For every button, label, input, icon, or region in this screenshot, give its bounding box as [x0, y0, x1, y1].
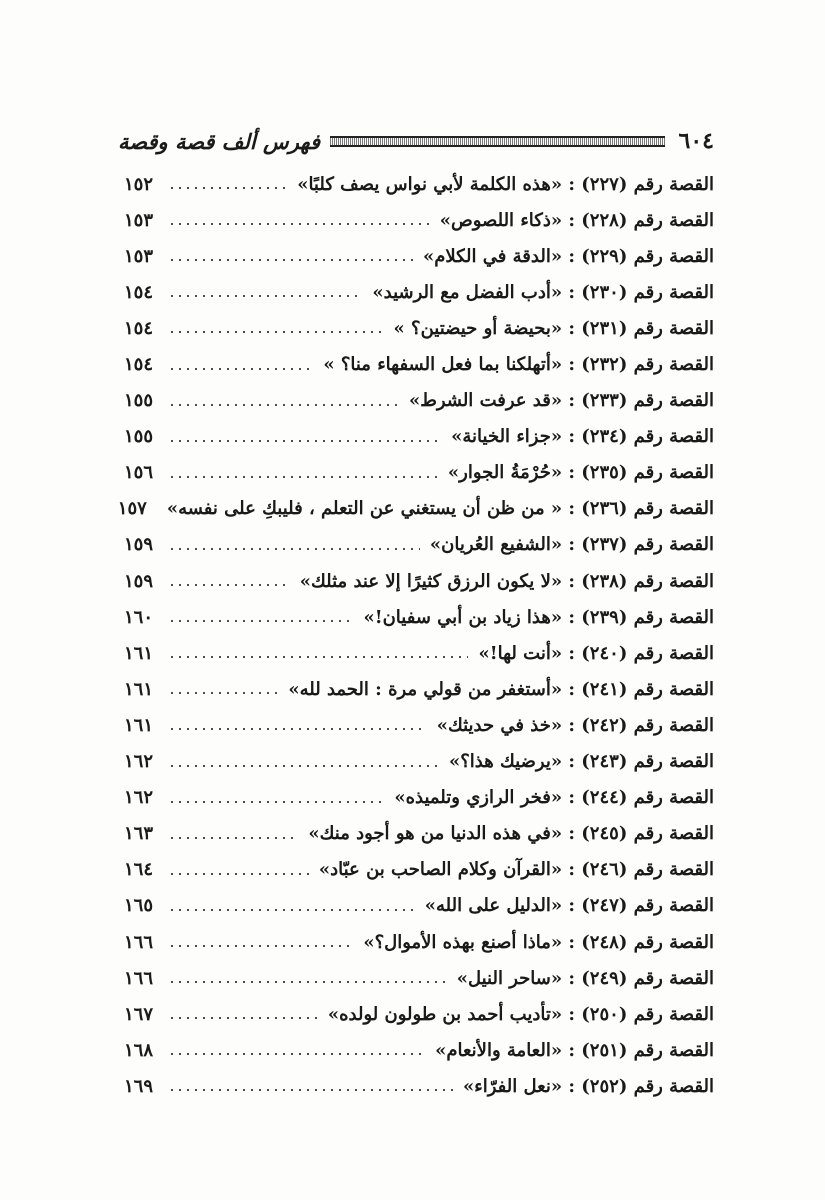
- entry-page-number: ١٦٤: [124, 859, 154, 881]
- dot-leader: [168, 331, 384, 333]
- entry-title: القصة رقم (٢٣٥) : «حُرْمَةُ الجوار»: [447, 462, 714, 484]
- entry-page-number: ١٦١: [124, 678, 154, 700]
- entry-title: القصة رقم (٢٣٢) : «أتهلكنا بما فعل السفهاء منا؟ »: [323, 354, 714, 376]
- entry-title: القصة رقم (٢٢٧) : «هذه الكلمة لأبي نواس يصف كلبًا»: [297, 173, 714, 195]
- entry-page-number: ١٦١: [124, 642, 154, 664]
- dot-leader: [168, 765, 439, 767]
- entry-page-number: ١٦١: [124, 714, 154, 736]
- toc-entry[interactable]: [124, 888, 714, 924]
- toc-entry[interactable]: [124, 924, 714, 960]
- dot-leader: [168, 1017, 318, 1019]
- entry-title: القصة رقم (٢٣٤) : «جزاء الخيانة»: [451, 426, 714, 448]
- entry-title: القصة رقم (٢٤١) : «أستغفر من قولي مرة : الحمد لله»: [288, 678, 714, 700]
- entry-title: القصة رقم (٢٤٠) : «أنت لها!»: [478, 642, 714, 664]
- toc-entry[interactable]: [117, 491, 714, 527]
- toc-entry[interactable]: [124, 346, 714, 382]
- toc-entry[interactable]: [124, 707, 714, 743]
- dot-leader: [168, 873, 309, 875]
- entry-title: القصة رقم (٢٣٨) : «لا يكون الرزق كثيرًا إلا عند مثلك»: [299, 570, 714, 592]
- running-title: فهرس ألف قصة وقصة: [118, 128, 321, 154]
- toc-entry[interactable]: [124, 1068, 714, 1104]
- dot-leader: [168, 584, 290, 586]
- entry-title: القصة رقم (٢٣٣) : «قد عرفت الشرط»: [408, 390, 714, 412]
- dot-leader: [168, 945, 353, 947]
- dot-leader: [168, 692, 278, 694]
- entry-title: القصة رقم (٢٢٩) : «الدقة في الكلام»: [422, 245, 714, 267]
- page-number: ٦٠٤: [678, 128, 714, 154]
- dot-leader: [168, 981, 447, 983]
- entry-title: القصة رقم (٢٣٦) : « من ظن أن يستغني عن التعلم ، فليبكِ على نفسه»: [166, 498, 714, 520]
- header-rule: [330, 136, 665, 147]
- dot-leader: [168, 728, 427, 730]
- entry-title: القصة رقم (٢٤٢) : «خذ في حديثك»: [436, 714, 714, 736]
- entry-page-number: ١٥٩: [124, 570, 154, 592]
- entry-title: القصة رقم (٢٢٨) : «ذكاء اللصوص»: [439, 209, 714, 231]
- entry-page-number: ١٦٢: [124, 787, 154, 809]
- toc-entry[interactable]: [124, 635, 714, 671]
- entry-title: القصة رقم (٢٤٤) : «فخر الرازي وتلميذه»: [394, 787, 714, 809]
- entry-title: القصة رقم (٢٥٢) : «نعل الفرّاء»: [463, 1075, 714, 1097]
- entry-page-number: ١٥٥: [124, 390, 154, 412]
- toc-entry[interactable]: [124, 960, 714, 996]
- dot-leader: [168, 404, 399, 406]
- table-of-contents: [117, 166, 714, 1104]
- dot-leader: [168, 295, 362, 297]
- entry-page-number: ١٥٤: [124, 354, 154, 376]
- toc-entry[interactable]: [124, 744, 714, 780]
- toc-entry[interactable]: [124, 274, 714, 310]
- toc-entry[interactable]: [124, 202, 714, 238]
- entry-page-number: ١٥٧: [117, 498, 147, 520]
- dot-leader: [168, 187, 287, 189]
- entry-page-number: ١٥٣: [124, 209, 154, 231]
- toc-entry[interactable]: [124, 599, 714, 635]
- entry-page-number: ١٦٢: [124, 751, 154, 773]
- toc-entry[interactable]: [124, 419, 714, 455]
- toc-entry[interactable]: [124, 852, 714, 888]
- entry-page-number: ١٥٩: [124, 534, 154, 556]
- entry-page-number: ١٥٣: [124, 245, 154, 267]
- toc-entry[interactable]: [124, 671, 714, 707]
- dot-leader: [168, 656, 468, 658]
- entry-page-number: ١٦٧: [124, 1003, 154, 1025]
- dot-leader: [168, 801, 384, 803]
- dot-leader: [168, 1053, 425, 1055]
- toc-entry[interactable]: [124, 816, 714, 852]
- toc-entry[interactable]: [124, 1032, 714, 1068]
- entry-title: القصة رقم (٢٤٦) : «القرآن وكلام الصاحب بن عبّاد»: [318, 859, 714, 881]
- toc-entry[interactable]: [124, 563, 714, 599]
- dot-leader: [168, 476, 438, 478]
- entry-title: القصة رقم (٢٣١) : «بحيضة أو حيضتين؟ »: [393, 317, 714, 339]
- entry-page-number: ١٦٩: [124, 1075, 154, 1097]
- toc-entry[interactable]: [124, 455, 714, 491]
- dot-leader: [168, 909, 415, 911]
- entry-title: القصة رقم (٢٤٣) : «يرضيك هذا؟»: [449, 751, 714, 773]
- entry-title: القصة رقم (٢٣٧) : «الشفيع العُريان»: [429, 534, 714, 556]
- page-header: [118, 124, 714, 158]
- dot-leader: [168, 837, 298, 839]
- entry-title: القصة رقم (٢٤٩) : «ساحر النيل»: [456, 967, 714, 989]
- entry-title: القصة رقم (٢٥١) : «العامة والأنعام»: [435, 1039, 714, 1061]
- dot-leader: [168, 259, 413, 261]
- entry-title: القصة رقم (٢٣٩) : «هذا زياد بن أبي سفيان!»: [363, 606, 714, 628]
- toc-entry[interactable]: [124, 238, 714, 274]
- dot-leader: [168, 368, 313, 370]
- dot-leader: [168, 440, 441, 442]
- entry-page-number: ١٥٦: [124, 462, 154, 484]
- entry-title: القصة رقم (٢٤٥) : «في هذه الدنيا من هو أجود منك»: [308, 823, 714, 845]
- entry-title: القصة رقم (٢٣٠) : «أدب الفضل مع الرشيد»: [372, 281, 714, 303]
- entry-page-number: ١٥٢: [124, 173, 154, 195]
- entry-title: القصة رقم (٢٥٠) : «تأديب أحمد بن طولون لولده»: [327, 1003, 714, 1025]
- dot-leader: [168, 548, 420, 550]
- entry-page-number: ١٦٨: [124, 1039, 154, 1061]
- dot-leader: [168, 620, 353, 622]
- entry-page-number: ١٥٥: [124, 426, 154, 448]
- toc-entry[interactable]: [124, 166, 714, 202]
- entry-title: القصة رقم (٢٤٧) : «الدليل على الله»: [424, 895, 714, 917]
- dot-leader: [168, 223, 430, 225]
- entry-title: القصة رقم (٢٤٨) : «ماذا أصنع بهذه الأموال؟»: [363, 931, 714, 953]
- entry-page-number: ١٥٤: [124, 281, 154, 303]
- toc-entry[interactable]: [124, 780, 714, 816]
- entry-page-number: ١٦٠: [124, 606, 154, 628]
- entry-page-number: ١٦٥: [124, 895, 154, 917]
- entry-page-number: ١٦٦: [124, 967, 154, 989]
- toc-entry[interactable]: [124, 383, 714, 419]
- toc-entry[interactable]: [124, 527, 714, 563]
- toc-entry[interactable]: [124, 310, 714, 346]
- entry-page-number: ١٥٤: [124, 317, 154, 339]
- entry-page-number: ١٦٣: [124, 823, 154, 845]
- entry-page-number: ١٦٦: [124, 931, 154, 953]
- dot-leader: [168, 1089, 453, 1091]
- toc-entry[interactable]: [124, 996, 714, 1032]
